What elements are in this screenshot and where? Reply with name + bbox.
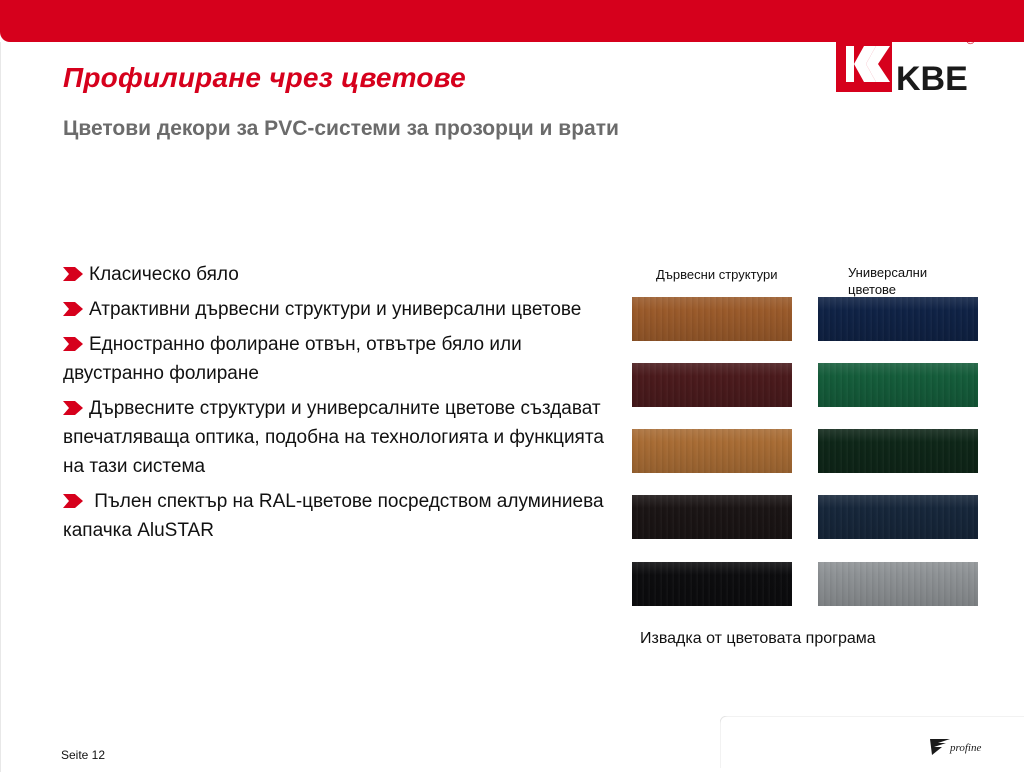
kbe-logo bbox=[836, 32, 982, 94]
left-border-line bbox=[0, 42, 1, 772]
red-chevron-icon bbox=[63, 267, 83, 281]
bullet-text: Атрактивни дървесни структури и универсални цветове bbox=[89, 299, 582, 320]
wood-swatch bbox=[632, 429, 792, 473]
wood-swatch bbox=[632, 297, 792, 341]
profine-logo bbox=[928, 735, 998, 757]
bullet-list bbox=[63, 260, 623, 551]
universal-colors-label: Универсални цветове bbox=[848, 265, 928, 297]
bullet-item bbox=[63, 295, 623, 324]
universal-swatch bbox=[818, 562, 978, 606]
red-chevron-icon bbox=[63, 302, 83, 316]
universal-swatch bbox=[818, 495, 978, 539]
red-chevron-icon bbox=[63, 401, 83, 415]
red-chevron-icon bbox=[63, 337, 83, 351]
registered-mark: ® bbox=[966, 33, 975, 47]
red-chevron-icon bbox=[63, 494, 83, 508]
universal-swatch bbox=[818, 363, 978, 407]
bullet-item bbox=[63, 487, 623, 545]
bullet-item bbox=[63, 260, 623, 289]
bullet-text: Дървесните структури и универсалните цветове създават впечатляваща оптика, подобна на технологията и функцията на тази система bbox=[63, 398, 604, 477]
page-number: Seite 12 bbox=[61, 748, 106, 762]
bullet-item bbox=[63, 394, 623, 481]
svg-text:KBE: KBE bbox=[896, 60, 968, 94]
page-title: Профилиране чрез цветове bbox=[63, 62, 466, 93]
wood-structures-label: Дървесни структури bbox=[656, 267, 778, 282]
wood-swatch bbox=[632, 495, 792, 539]
swatch-caption: Извадка от цветовата програма bbox=[640, 630, 876, 647]
wood-swatch bbox=[632, 562, 792, 606]
bullet-item bbox=[63, 330, 623, 388]
bullet-text: Пълен спектър на RAL-цветове посредством алуминиева капачка AluSTAR bbox=[63, 491, 604, 541]
universal-swatch bbox=[818, 297, 978, 341]
page-subtitle: Цветови декори за PVC-системи за прозорци и врати bbox=[63, 117, 619, 140]
bullet-text: Едностранно фолиране отвън, отвътре бяло или двустранно фолиране bbox=[63, 334, 522, 384]
wood-swatch bbox=[632, 363, 792, 407]
universal-swatch bbox=[818, 429, 978, 473]
bullet-text: Класическо бяло bbox=[89, 264, 239, 285]
svg-text:profine: profine bbox=[950, 742, 982, 754]
